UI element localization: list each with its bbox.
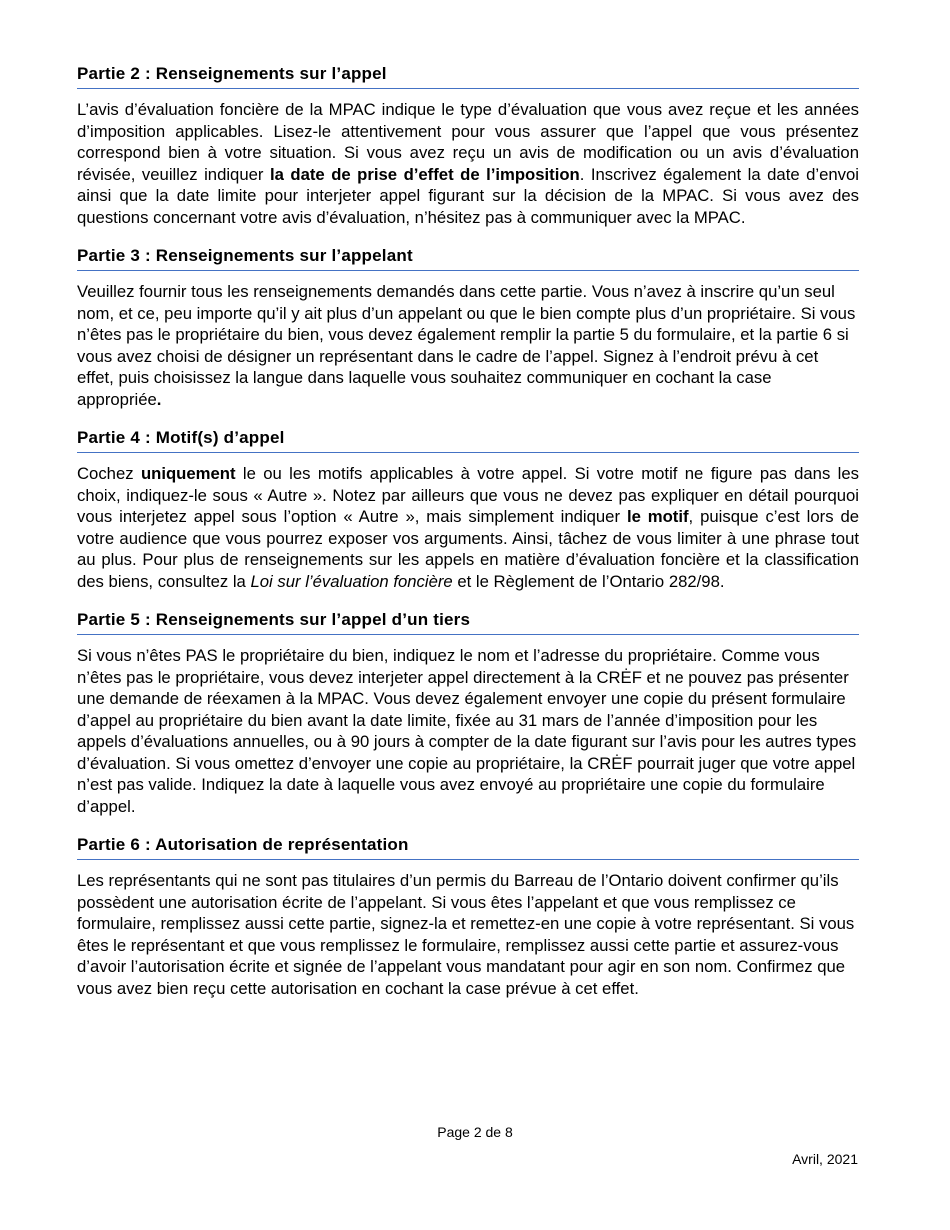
page-number: Page 2 de 8 xyxy=(437,1124,513,1140)
body-partie-5 xyxy=(77,645,859,817)
heading-partie-3: Partie 3 : Renseignements sur l’appelant xyxy=(77,246,859,271)
body-partie-4 xyxy=(77,463,859,592)
text: Si vous n’êtes PAS le propriétaire du bien, indiquez le nom et l’adresse du propriétaire. Comme vous n’êtes pas le propriétaire, vous devez interjeter appel directement à la CRĖF et ne pouvez pas présenter une demande de réexamen à la MPAC. Vous devez également envoyer une copie du présent formulaire d’appel au propriétaire du bien avant la date limite, fixée au 31 mars de l’année d’imposition pour les appels d’évaluations annuelles, ou à 90 jours à compter de la date figurant sur l’avis pour les autres types d’évaluation. Si vous omettez d’envoyer une copie au propriétaire, la CRĖF pourrait juger que votre appel n’est pas valide. Indiquez la date à laquelle vous avez envoyé au propriétaire une copie du formulaire d’appel. xyxy=(77,646,857,816)
revision-date: Avril, 2021 xyxy=(792,1151,858,1167)
text: . Inscrivez également la date d’envoi ainsi que la date limite pour interjeter appel figurant sur la décision de la MPAC. Si vous avez des questions concernant votre avis d’évaluation, n’hésitez pas à communiquer avec la MPAC. xyxy=(77,164,859,227)
document-content xyxy=(77,64,859,1017)
heading-partie-2: Partie 2 : Renseignements sur l’appel xyxy=(77,64,859,89)
text: le ou les motifs applicables à votre appel. Si votre motif ne figure pas dans les choix, indiquez-le sous « Autre ». Notez par ailleurs que vous ne devez pas expliquer en détail pourquoi vous interjetez appel sous l’option « Autre », mais simplement indiquer xyxy=(77,464,859,526)
bold-text: le motif xyxy=(626,507,689,526)
text: Les représentants qui ne sont pas titulaires d’un permis du Barreau de l’Ontario doivent confirmer qu’ils possèdent une autorisation écrite de l’appelant. Si vous êtes l’appelant et que vous remplissez ce formulaire, remplissez aussi cette partie, signez-la et remettez-en une copie à votre représentant. Si vous êtes le représentant et que vous remplissez le formulaire, remplissez aussi cette partie et assurez-vous d’avoir l’autorisation écrite et signée de l’appelant vous mandatant pour agir en son nom. Confirmez que vous avez bien reçu cette autorisation en cochant la case prévue à cet effet. xyxy=(77,871,855,998)
bold-text: la date de prise d’effet de l’imposition xyxy=(269,164,580,184)
heading-partie-6: Partie 6 : Autorisation de représentation xyxy=(77,835,859,860)
text: , puisque c’est lors de votre audience que vous pourrez exposer vos arguments. Ainsi, tâchez de vous limiter à une phrase tout au plus. Pour plus de renseignements sur les appels en matière d’évaluation foncière et la classification des biens, consultez la xyxy=(77,507,860,591)
body-partie-3 xyxy=(77,281,859,410)
text: Cochez xyxy=(77,464,141,483)
body-partie-6 xyxy=(77,870,859,999)
text: Veuillez fournir tous les renseignements demandés dans cette partie. Vous n’avez à inscrire qu’un seul nom, et ce, peu importe qu’il y ait plus d’un appelant ou que le bien compte plus d’un propriétaire. Si vous n’êtes pas le propriétaire du bien, vous devez également remplir la partie 5 du formulaire, et la partie 6 si vous avez choisi de désigner un représentant dans le cadre de l’appel. Signez à l’endroit prévu à cet effet, puis choisissez la langue dans laquelle vous souhaitez communiquer en cochant la case appropriée xyxy=(77,282,856,409)
heading-partie-5: Partie 5 : Renseignements sur l’appel d’un tiers xyxy=(77,610,859,635)
body-partie-2 xyxy=(77,99,859,228)
text: L’avis d’évaluation foncière de la MPAC indique le type d’évaluation que vous avez reçue et les années d’imposition applicables. Lisez-le attentivement pour vous assurer que l’appel que vous présentez correspond bien à votre situation. Si vous avez reçu un avis de modification ou un avis d’évaluation révisée, veuillez indiquer xyxy=(77,100,859,184)
heading-partie-4: Partie 4 : Motif(s) d’appel xyxy=(77,428,859,453)
bold-text: uniquement xyxy=(140,464,236,483)
italic-text: Loi sur l’évaluation foncière xyxy=(250,571,453,591)
bold-text: . xyxy=(156,389,162,409)
text: et le Règlement de l’Ontario 282/98. xyxy=(452,571,725,591)
